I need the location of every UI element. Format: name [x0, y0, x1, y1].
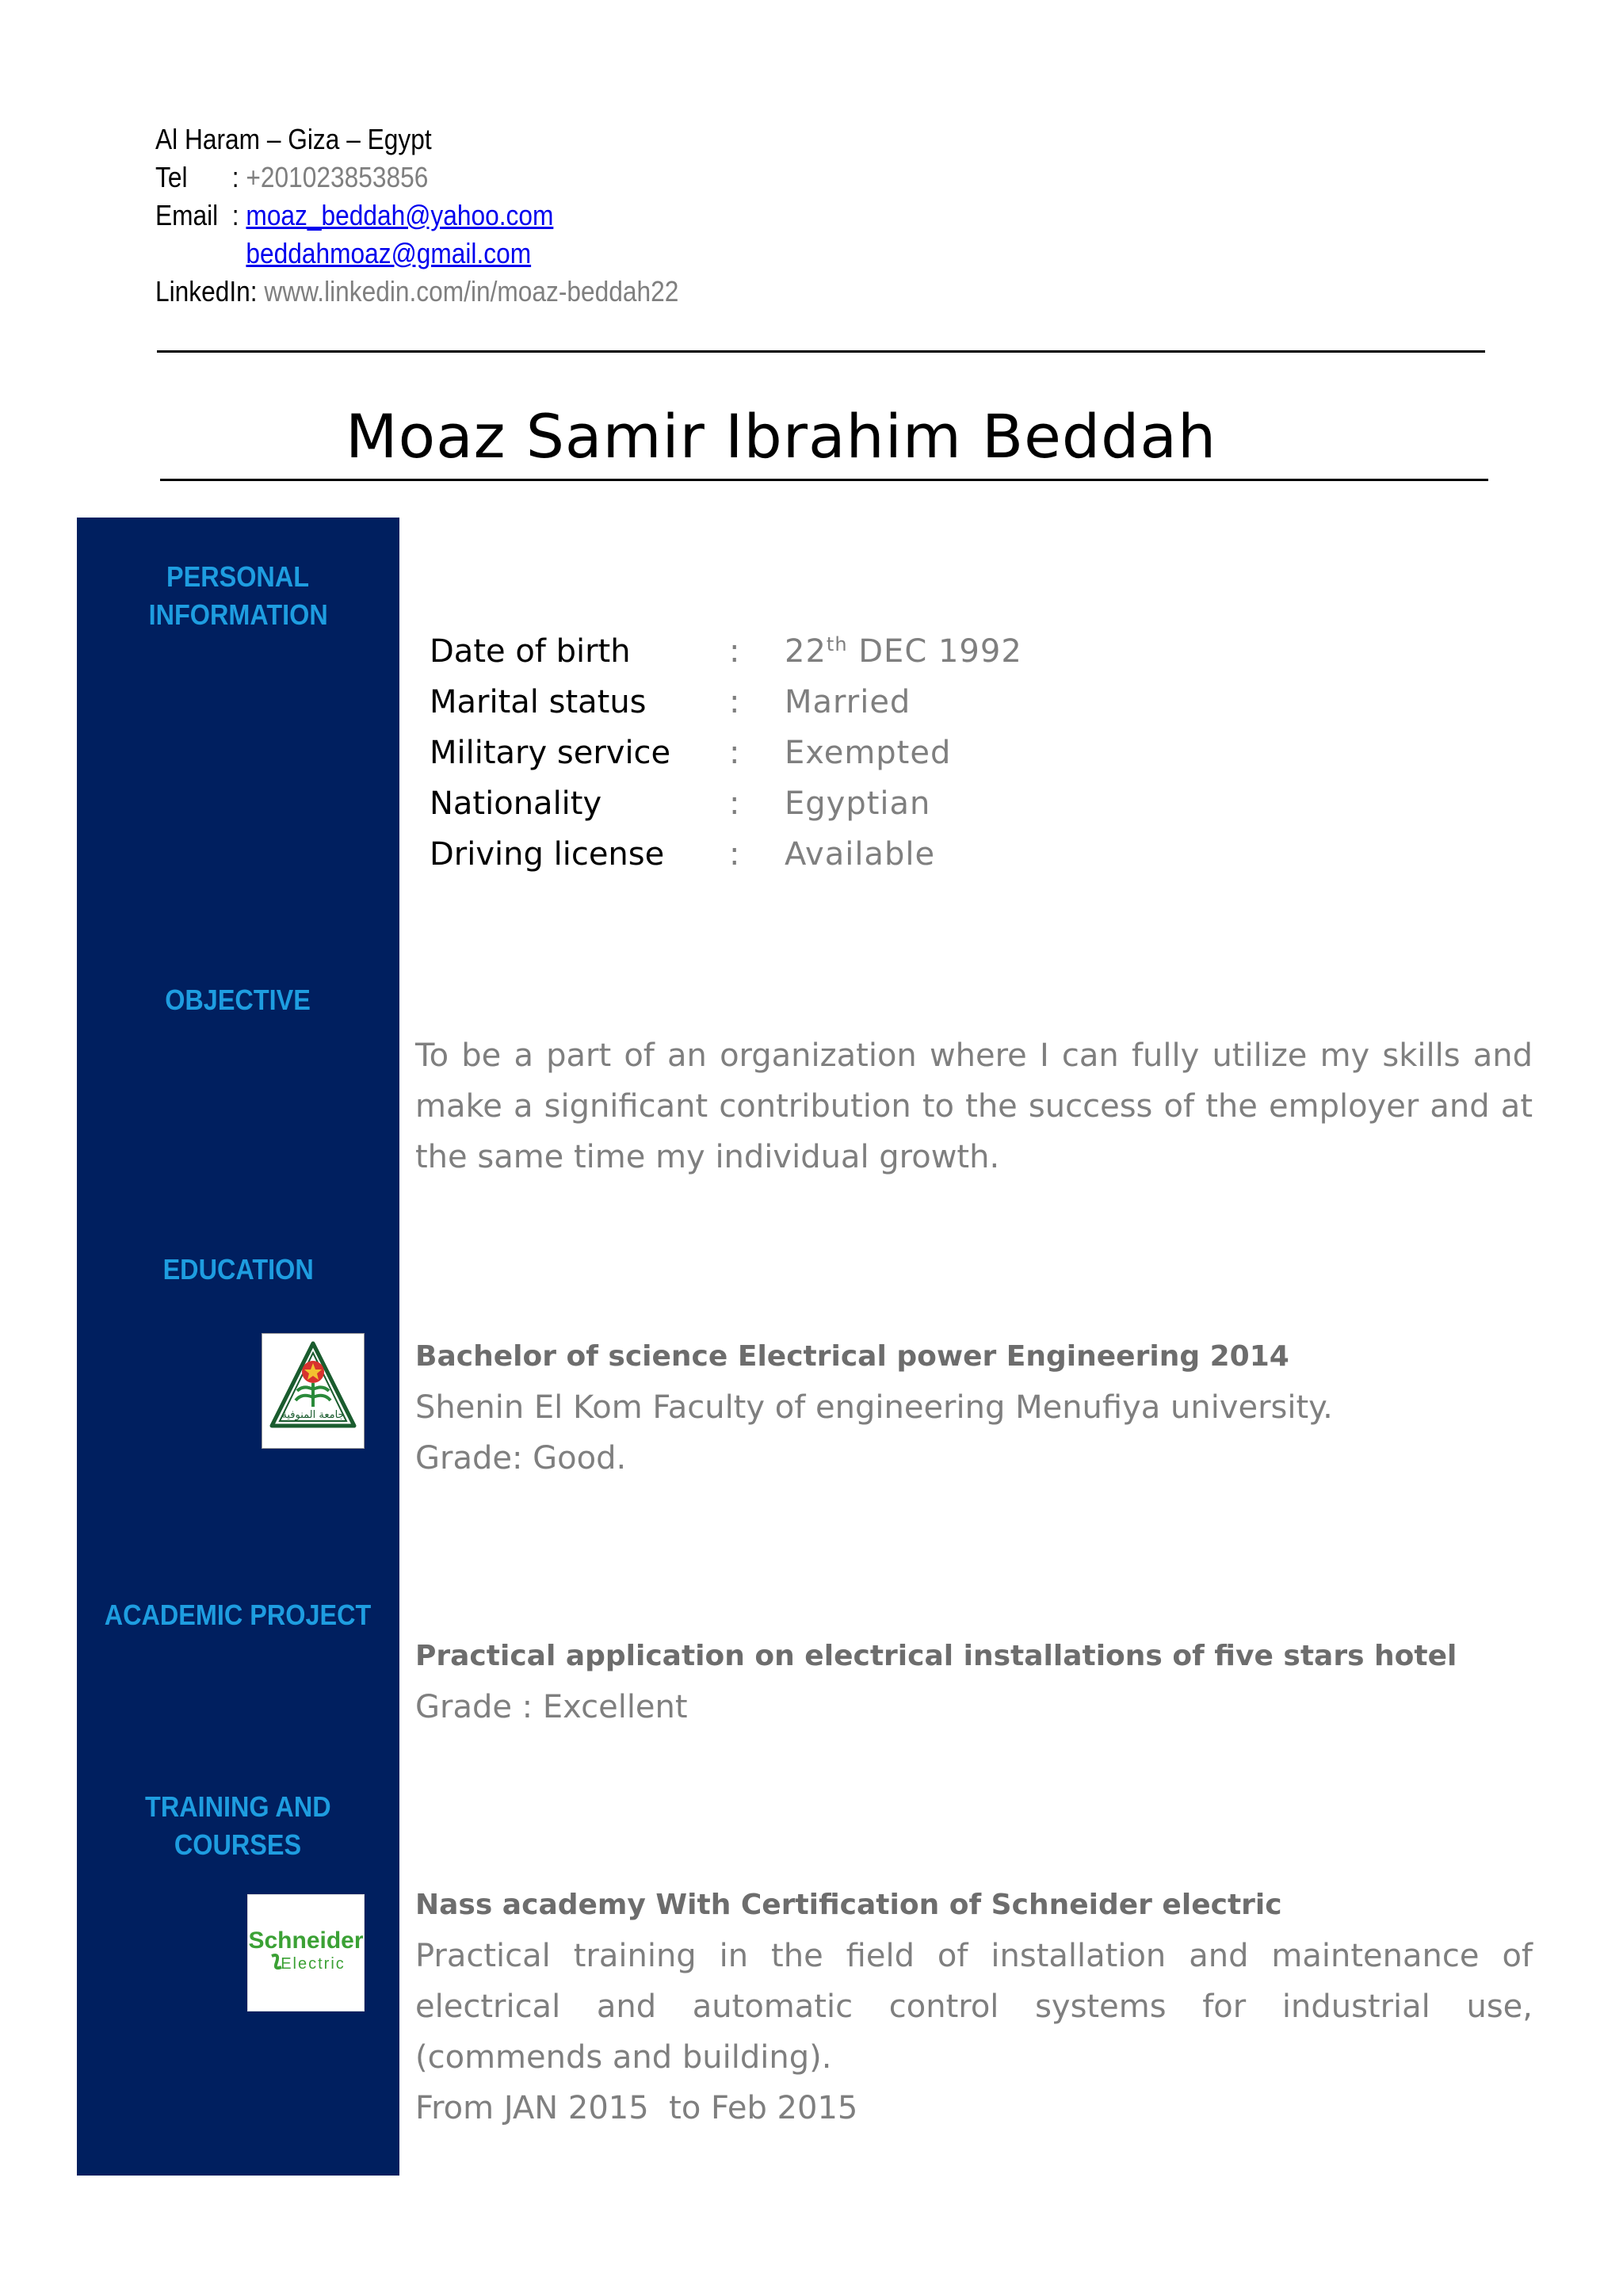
- personal-info-list: [430, 626, 1022, 880]
- linkedin-line: [155, 273, 678, 311]
- objective-text: To be a part of an organization where I can fully utilize my skills and make a significant contribution to the success of the employer and at the same time my individual growth.: [415, 1037, 1533, 1175]
- training-description: Practical training in the field of installation and maintenance of electrical and automatic control systems for industrial use, (commends and building).: [415, 1938, 1533, 2076]
- heading-training-2: COURSES: [174, 1828, 302, 1861]
- email-label: Email: [155, 199, 219, 231]
- tel-value: +201023853856: [246, 161, 429, 193]
- personal-key: Marital status: [430, 684, 647, 720]
- university-emblem-icon: [265, 1337, 361, 1445]
- personal-row-driving: [430, 829, 1022, 880]
- address-line: [155, 120, 678, 159]
- personal-value: [785, 626, 1022, 677]
- heading-training-1: TRAINING AND: [145, 1790, 331, 1823]
- personal-sep: :: [729, 684, 740, 720]
- personal-sep: :: [729, 633, 740, 670]
- academic-block: [415, 1631, 1533, 1733]
- email-line: [155, 197, 678, 235]
- personal-value: Egyptian: [785, 785, 931, 822]
- schneider-word: Schneider: [248, 1927, 364, 1954]
- personal-value: Married: [785, 684, 911, 720]
- heading-training-courses: [77, 1788, 399, 1864]
- heading-personal-information: [77, 558, 399, 634]
- dob-day: 22: [785, 633, 827, 670]
- tel-line: [155, 159, 678, 197]
- email-link-yahoo[interactable]: moaz_beddah@yahoo.com: [246, 199, 554, 231]
- training-block: [415, 1880, 1533, 2134]
- education-school: Shenin El Kom Faculty of engineering Menufiya university.: [415, 1389, 1333, 1426]
- personal-row-military: [430, 728, 1022, 778]
- personal-row-dob: [430, 626, 1022, 677]
- linkedin-value[interactable]: www.linkedin.com/in/moaz-beddah22: [264, 275, 679, 308]
- education-grade: Grade: Good.: [415, 1440, 627, 1477]
- personal-key: Date of birth: [430, 633, 631, 670]
- tel-separator: :: [231, 161, 239, 193]
- training-dates: From JAN 2015 to Feb 2015: [415, 2090, 858, 2126]
- contact-block: [155, 120, 678, 311]
- personal-row-nationality: [430, 778, 1022, 829]
- personal-key: Driving license: [430, 836, 665, 873]
- training-title: Nass academy With Certification of Schneider electric: [415, 1889, 1282, 1921]
- address: Al Haram – Giza – Egypt: [155, 123, 432, 155]
- personal-value: Exempted: [785, 735, 952, 771]
- academic-grade: Grade : Excellent: [415, 1689, 688, 1725]
- name-underline: [160, 479, 1488, 481]
- logo-text: جامعة المنوفية: [281, 1409, 345, 1421]
- personal-sep: :: [729, 785, 740, 822]
- heading-personal-1: PERSONAL: [166, 560, 310, 593]
- personal-row-marital: [430, 677, 1022, 728]
- heading-objective: [77, 981, 399, 1019]
- email-link-gmail[interactable]: beddahmoaz@gmail.com: [246, 237, 532, 269]
- linkedin-label: LinkedIn:: [155, 275, 258, 308]
- heading-education-text: EDUCATION: [162, 1253, 314, 1286]
- tel-label: Tel: [155, 161, 188, 193]
- heading-education: [77, 1251, 399, 1289]
- heading-personal-2: INFORMATION: [148, 598, 328, 631]
- electric-word: Electric: [281, 1955, 346, 1973]
- education-degree: Bachelor of science Electrical power Engineering 2014: [415, 1340, 1289, 1373]
- dob-suffix: th: [826, 633, 848, 655]
- university-logo: [262, 1333, 365, 1449]
- heading-objective-text: OBJECTIVE: [165, 984, 311, 1016]
- personal-key: Nationality: [430, 785, 602, 822]
- schneider-logo: [247, 1894, 365, 2011]
- email-separator: :: [231, 199, 239, 231]
- top-divider: [157, 350, 1485, 353]
- personal-key: Military service: [430, 735, 671, 771]
- schneider-electric-icon: [248, 1921, 364, 1985]
- education-block: [415, 1331, 1533, 1484]
- heading-academic-project: [77, 1596, 399, 1634]
- heading-academic-text: ACADEMIC PROJECT: [105, 1599, 372, 1631]
- candidate-name: Moaz Samir Ibrahim Beddah: [346, 401, 1217, 472]
- dob-rest: DEC 1992: [847, 633, 1022, 670]
- email-line-2: [155, 235, 678, 273]
- personal-value: Available: [785, 836, 936, 873]
- academic-title: Practical application on electrical installations of five stars hotel: [415, 1640, 1457, 1672]
- personal-sep: :: [729, 735, 740, 771]
- personal-sep: :: [729, 836, 740, 873]
